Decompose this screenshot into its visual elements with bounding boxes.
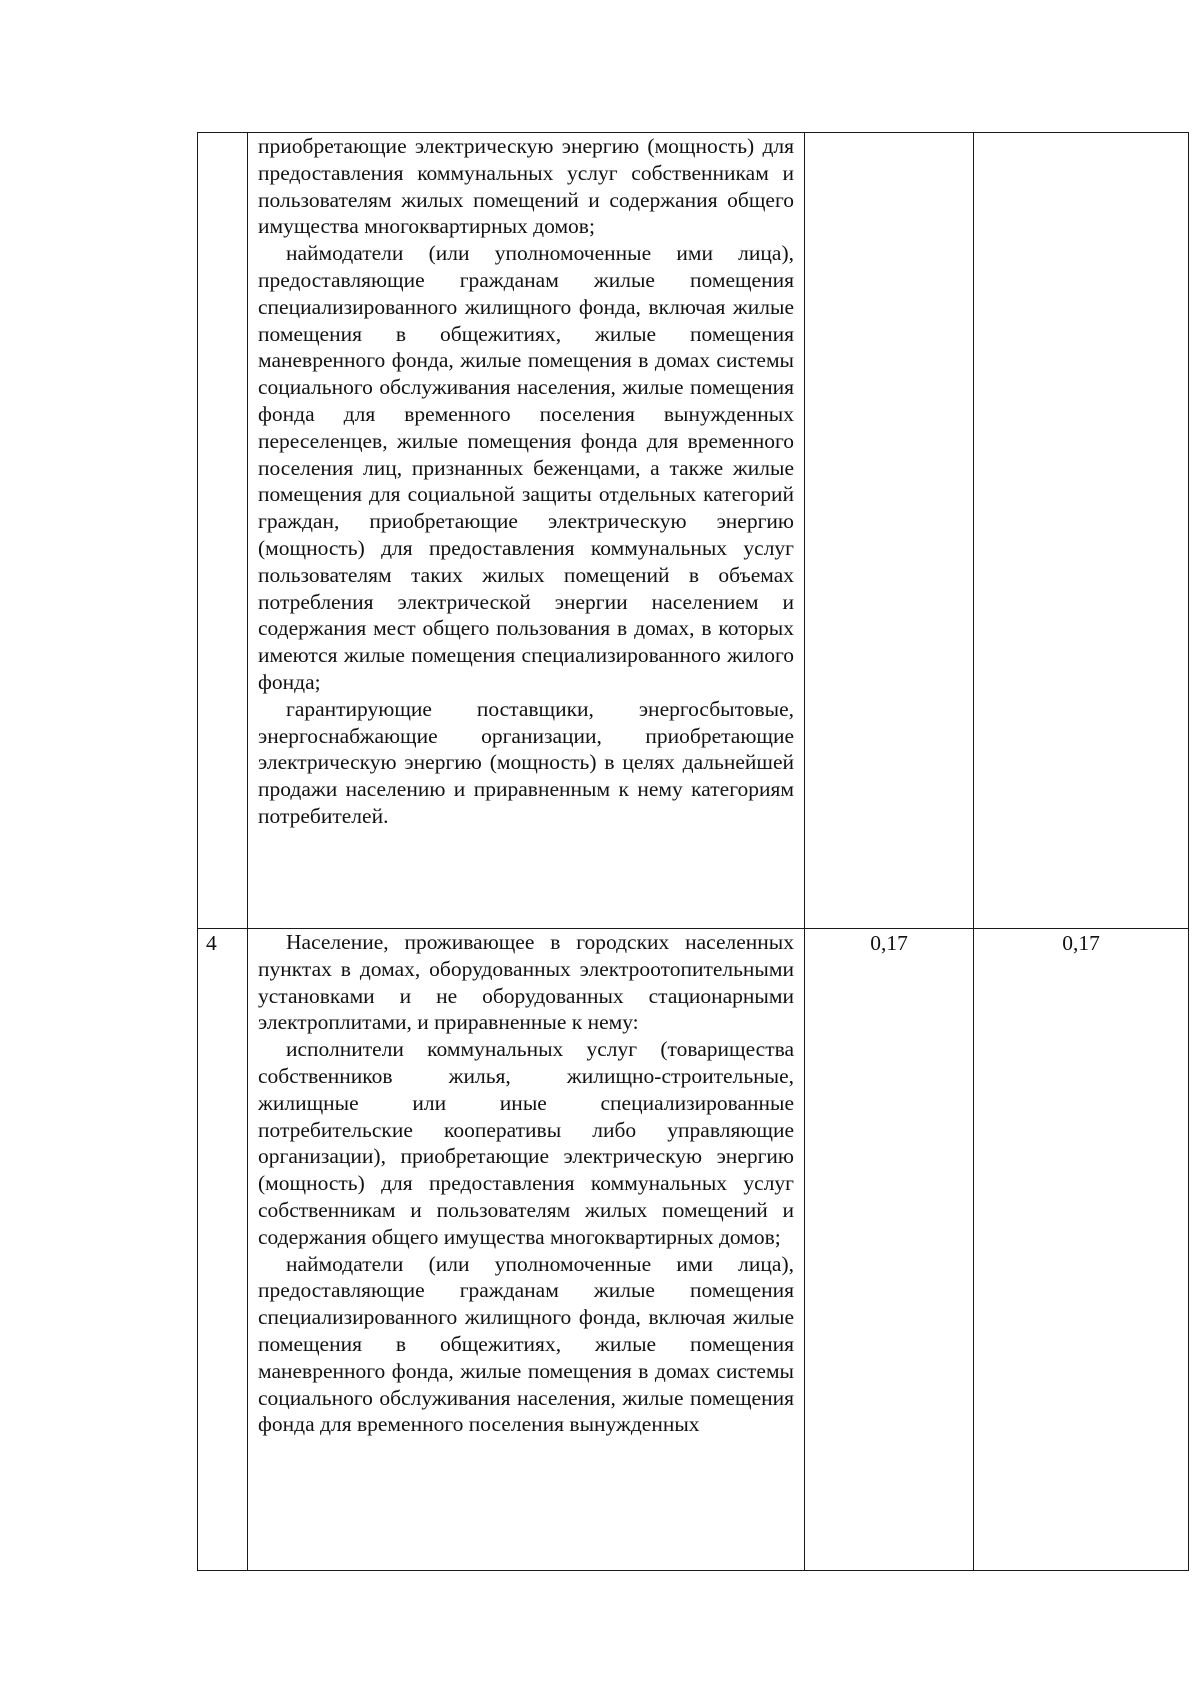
paragraph: приобретающие электрическую энергию (мощность) для предоставления коммунальных услуг собственникам и пользователям жилых помещений и содержания общего имущества многоквартирных домов; xyxy=(258,134,794,239)
paragraph: наймодатели (или уполномоченные ими лица), предоставляющие гражданам жилые помещения специализированного жилищного фонда, включая жилые помещения в общежитиях, жилые помещения маневренного фонда, жилые помещения в домах системы социального обслуживания населения, жилые помещения фонда для временного поселения вынужденных xyxy=(258,1251,794,1437)
tariff-value-1: 0,17 xyxy=(870,931,908,955)
table-row xyxy=(198,133,1189,929)
value-cell-2 xyxy=(974,929,1189,1571)
table-row xyxy=(198,929,1189,1571)
row-description-cell xyxy=(248,133,805,929)
paragraph: наймодатели (или уполномоченные ими лица), предоставляющие гражданам жилые помещения специализированного жилищного фонда, включая жилые помещения в общежитиях, жилые помещения маневренного фонда, жилые помещения в домах системы социального обслуживания населения, жилые помещения фонда для временного поселения вынужденных переселенцев, жилые помещения фонда для временного поселения лиц, признанных беженцами, а также жилые помещения для социальной защиты отдельных категорий граждан, приобретающие электрическую энергию (мощность) для предоставления коммунальных услуг пользователям таких жилых помещений в объемах потребления электрической энергии населением и содержания мест общего пользования в домах, в которых имеются жилые помещения специализированного жилого фонда; xyxy=(258,241,794,694)
paragraph: Население, проживающее в городских населенных пунктах в домах, оборудованных электроотопительными установками и не оборудованных стационарными электроплитами, и приравненные к нему: xyxy=(258,930,794,1035)
paragraph: гарантирующие поставщики, энергосбытовые, энергоснабжающие организации, приобретающие электрическую энергию (мощность) в целях дальнейшей продажи населению и приравненным к нему категориям потребителей. xyxy=(258,696,794,828)
row-number: 4 xyxy=(206,931,217,955)
row-number-cell xyxy=(198,929,248,1571)
value-cell-2 xyxy=(974,133,1189,929)
row-number-cell xyxy=(198,133,248,929)
tariff-value-2: 0,17 xyxy=(1062,931,1100,955)
value-cell-1 xyxy=(805,133,974,929)
row-description-cell xyxy=(248,929,805,1571)
value-cell-1 xyxy=(805,929,974,1571)
paragraph: исполнители коммунальных услуг (товарищества собственников жилья, жилищно-строительные, жилищные или иные специализированные потребительские кооперативы либо управляющие организации), приобретающие электрическую энергию (мощность) для предоставления коммунальных услуг собственникам и пользователям жилых помещений и содержания общего имущества многоквартирных домов; xyxy=(258,1037,794,1249)
tariff-table xyxy=(197,132,1189,1571)
